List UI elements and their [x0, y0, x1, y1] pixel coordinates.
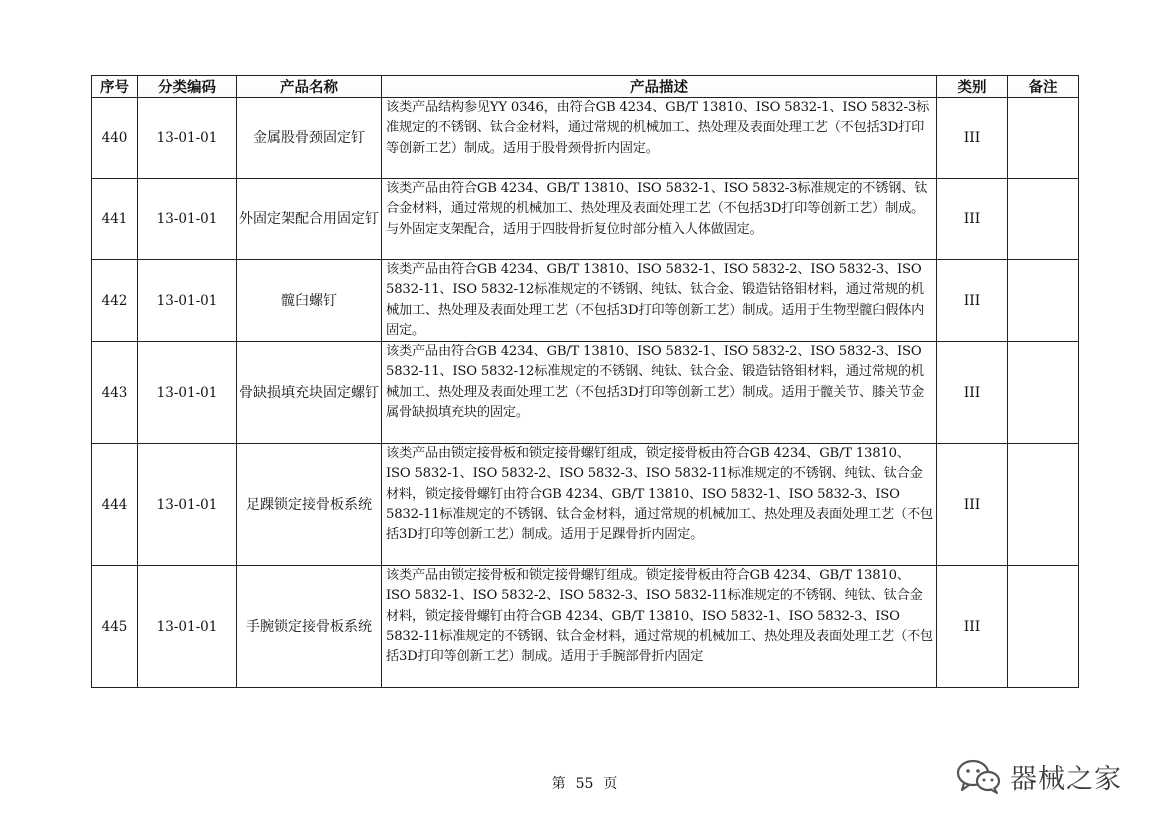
row-note — [1008, 342, 1079, 444]
row-note — [1008, 179, 1079, 260]
row-product-name: 手腕锁定接骨板系统 — [237, 566, 382, 688]
product-catalog-table — [91, 75, 1079, 688]
watermark — [954, 756, 1122, 796]
row-category: III — [937, 342, 1008, 444]
header-name: 产品名称 — [237, 76, 382, 98]
watermark-text: 器械之家 — [1010, 763, 1122, 795]
row-category: III — [937, 444, 1008, 566]
row-note — [1008, 260, 1079, 342]
row-description: 该类产品由锁定接骨板和锁定接骨螺钉组成，锁定接骨板由符合GB 4234、GB/T 13810、ISO 5832-1、ISO 5832-2、ISO 5832-3、ISO 5832-11标准规定的不锈钢、纯钛、钛合金材料，锁定接骨螺钉由符合GB 4234、GB/T 13810、ISO 5832-1、ISO 5832-3、ISO 5832-11标准规定的不锈钢、钛合金材料，通过常规的机械加工、热处理及表面处理工艺（不包括3D打印等创新工艺）制成。适用于足踝骨折内固定。 — [382, 444, 937, 566]
row-note — [1008, 98, 1079, 179]
page-suffix: 页 — [603, 776, 618, 792]
row-product-name: 足踝锁定接骨板系统 — [237, 444, 382, 566]
row-description: 该类产品由符合GB 4234、GB/T 13810、ISO 5832-1、ISO 5832-3标准规定的不锈钢、钛合金材料，通过常规的机械加工、热处理及表面处理工艺（不包括3D打印等创新工艺）制成。与外固定支架配合，适用于四肢骨折复位时部分植入人体做固定。 — [382, 179, 937, 260]
row-code: 13-01-01 — [138, 342, 237, 444]
row-code: 13-01-01 — [138, 566, 237, 688]
row-product-name: 外固定架配合用固定钉 — [237, 179, 382, 260]
row-code: 13-01-01 — [138, 98, 237, 179]
header-note: 备注 — [1008, 76, 1079, 98]
header-no: 序号 — [92, 76, 138, 98]
row-description: 该类产品结构参见YY 0346，由符合GB 4234、GB/T 13810、ISO 5832-1、ISO 5832-3标准规定的不锈钢、钛合金材料，通过常规的机械加工、热处理及表面处理工艺（不包括3D打印等创新工艺）制成。适用于股骨颈骨折内固定。 — [382, 98, 937, 179]
row-number: 441 — [92, 179, 138, 260]
row-note — [1008, 444, 1079, 566]
row-number: 442 — [92, 260, 138, 342]
header-code: 分类编码 — [138, 76, 237, 98]
page-prefix: 第 — [551, 776, 566, 792]
table-row — [92, 444, 1079, 566]
row-number: 443 — [92, 342, 138, 444]
header-category: 类别 — [937, 76, 1008, 98]
table-header-row — [92, 76, 1079, 98]
row-number: 445 — [92, 566, 138, 688]
table-row — [92, 98, 1079, 179]
row-number: 444 — [92, 444, 138, 566]
row-product-name: 髋臼螺钉 — [237, 260, 382, 342]
row-note — [1008, 566, 1079, 688]
row-category: III — [937, 98, 1008, 179]
page-number: 55 — [575, 776, 594, 792]
row-description: 该类产品由符合GB 4234、GB/T 13810、ISO 5832-1、ISO 5832-2、ISO 5832-3、ISO 5832-11、ISO 5832-12标准规定的不锈钢、纯钛、钛合金、锻造钴铬钼材料，通过常规的机械加工、热处理及表面处理工艺（不包括3D打印等创新工艺）制成。适用于生物型髋臼假体内固定。 — [382, 260, 937, 342]
row-code: 13-01-01 — [138, 179, 237, 260]
table-row — [92, 260, 1079, 342]
row-code: 13-01-01 — [138, 444, 237, 566]
wechat-icon — [954, 756, 1004, 796]
table-row — [92, 566, 1079, 688]
row-description: 该类产品由符合GB 4234、GB/T 13810、ISO 5832-1、ISO 5832-2、ISO 5832-3、ISO 5832-11、ISO 5832-12标准规定的不锈钢、纯钛、钛合金、锻造钴铬钼材料，通过常规的机械加工、热处理及表面处理工艺（不包括3D打印等创新工艺）制成。适用于髋关节、膝关节金属骨缺损填充块的固定。 — [382, 342, 937, 444]
row-product-name: 骨缺损填充块固定螺钉 — [237, 342, 382, 444]
table-row — [92, 342, 1079, 444]
row-code: 13-01-01 — [138, 260, 237, 342]
header-description: 产品描述 — [382, 76, 937, 98]
row-category: III — [937, 260, 1008, 342]
row-category: III — [937, 566, 1008, 688]
row-description: 该类产品由锁定接骨板和锁定接骨螺钉组成。锁定接骨板由符合GB 4234、GB/T 13810、ISO 5832-1、ISO 5832-2、ISO 5832-3、ISO 5832-11标准规定的不锈钢、纯钛、钛合金材料，锁定接骨螺钉由符合GB 4234、GB/T 13810、ISO 5832-1、ISO 5832-3、ISO 5832-11标准规定的不锈钢、钛合金材料，通过常规的机械加工、热处理及表面处理工艺（不包括3D打印等创新工艺）制成。适用于手腕部骨折内固定 — [382, 566, 937, 688]
row-category: III — [937, 179, 1008, 260]
table-row — [92, 179, 1079, 260]
row-product-name: 金属股骨颈固定钉 — [237, 98, 382, 179]
row-number: 440 — [92, 98, 138, 179]
